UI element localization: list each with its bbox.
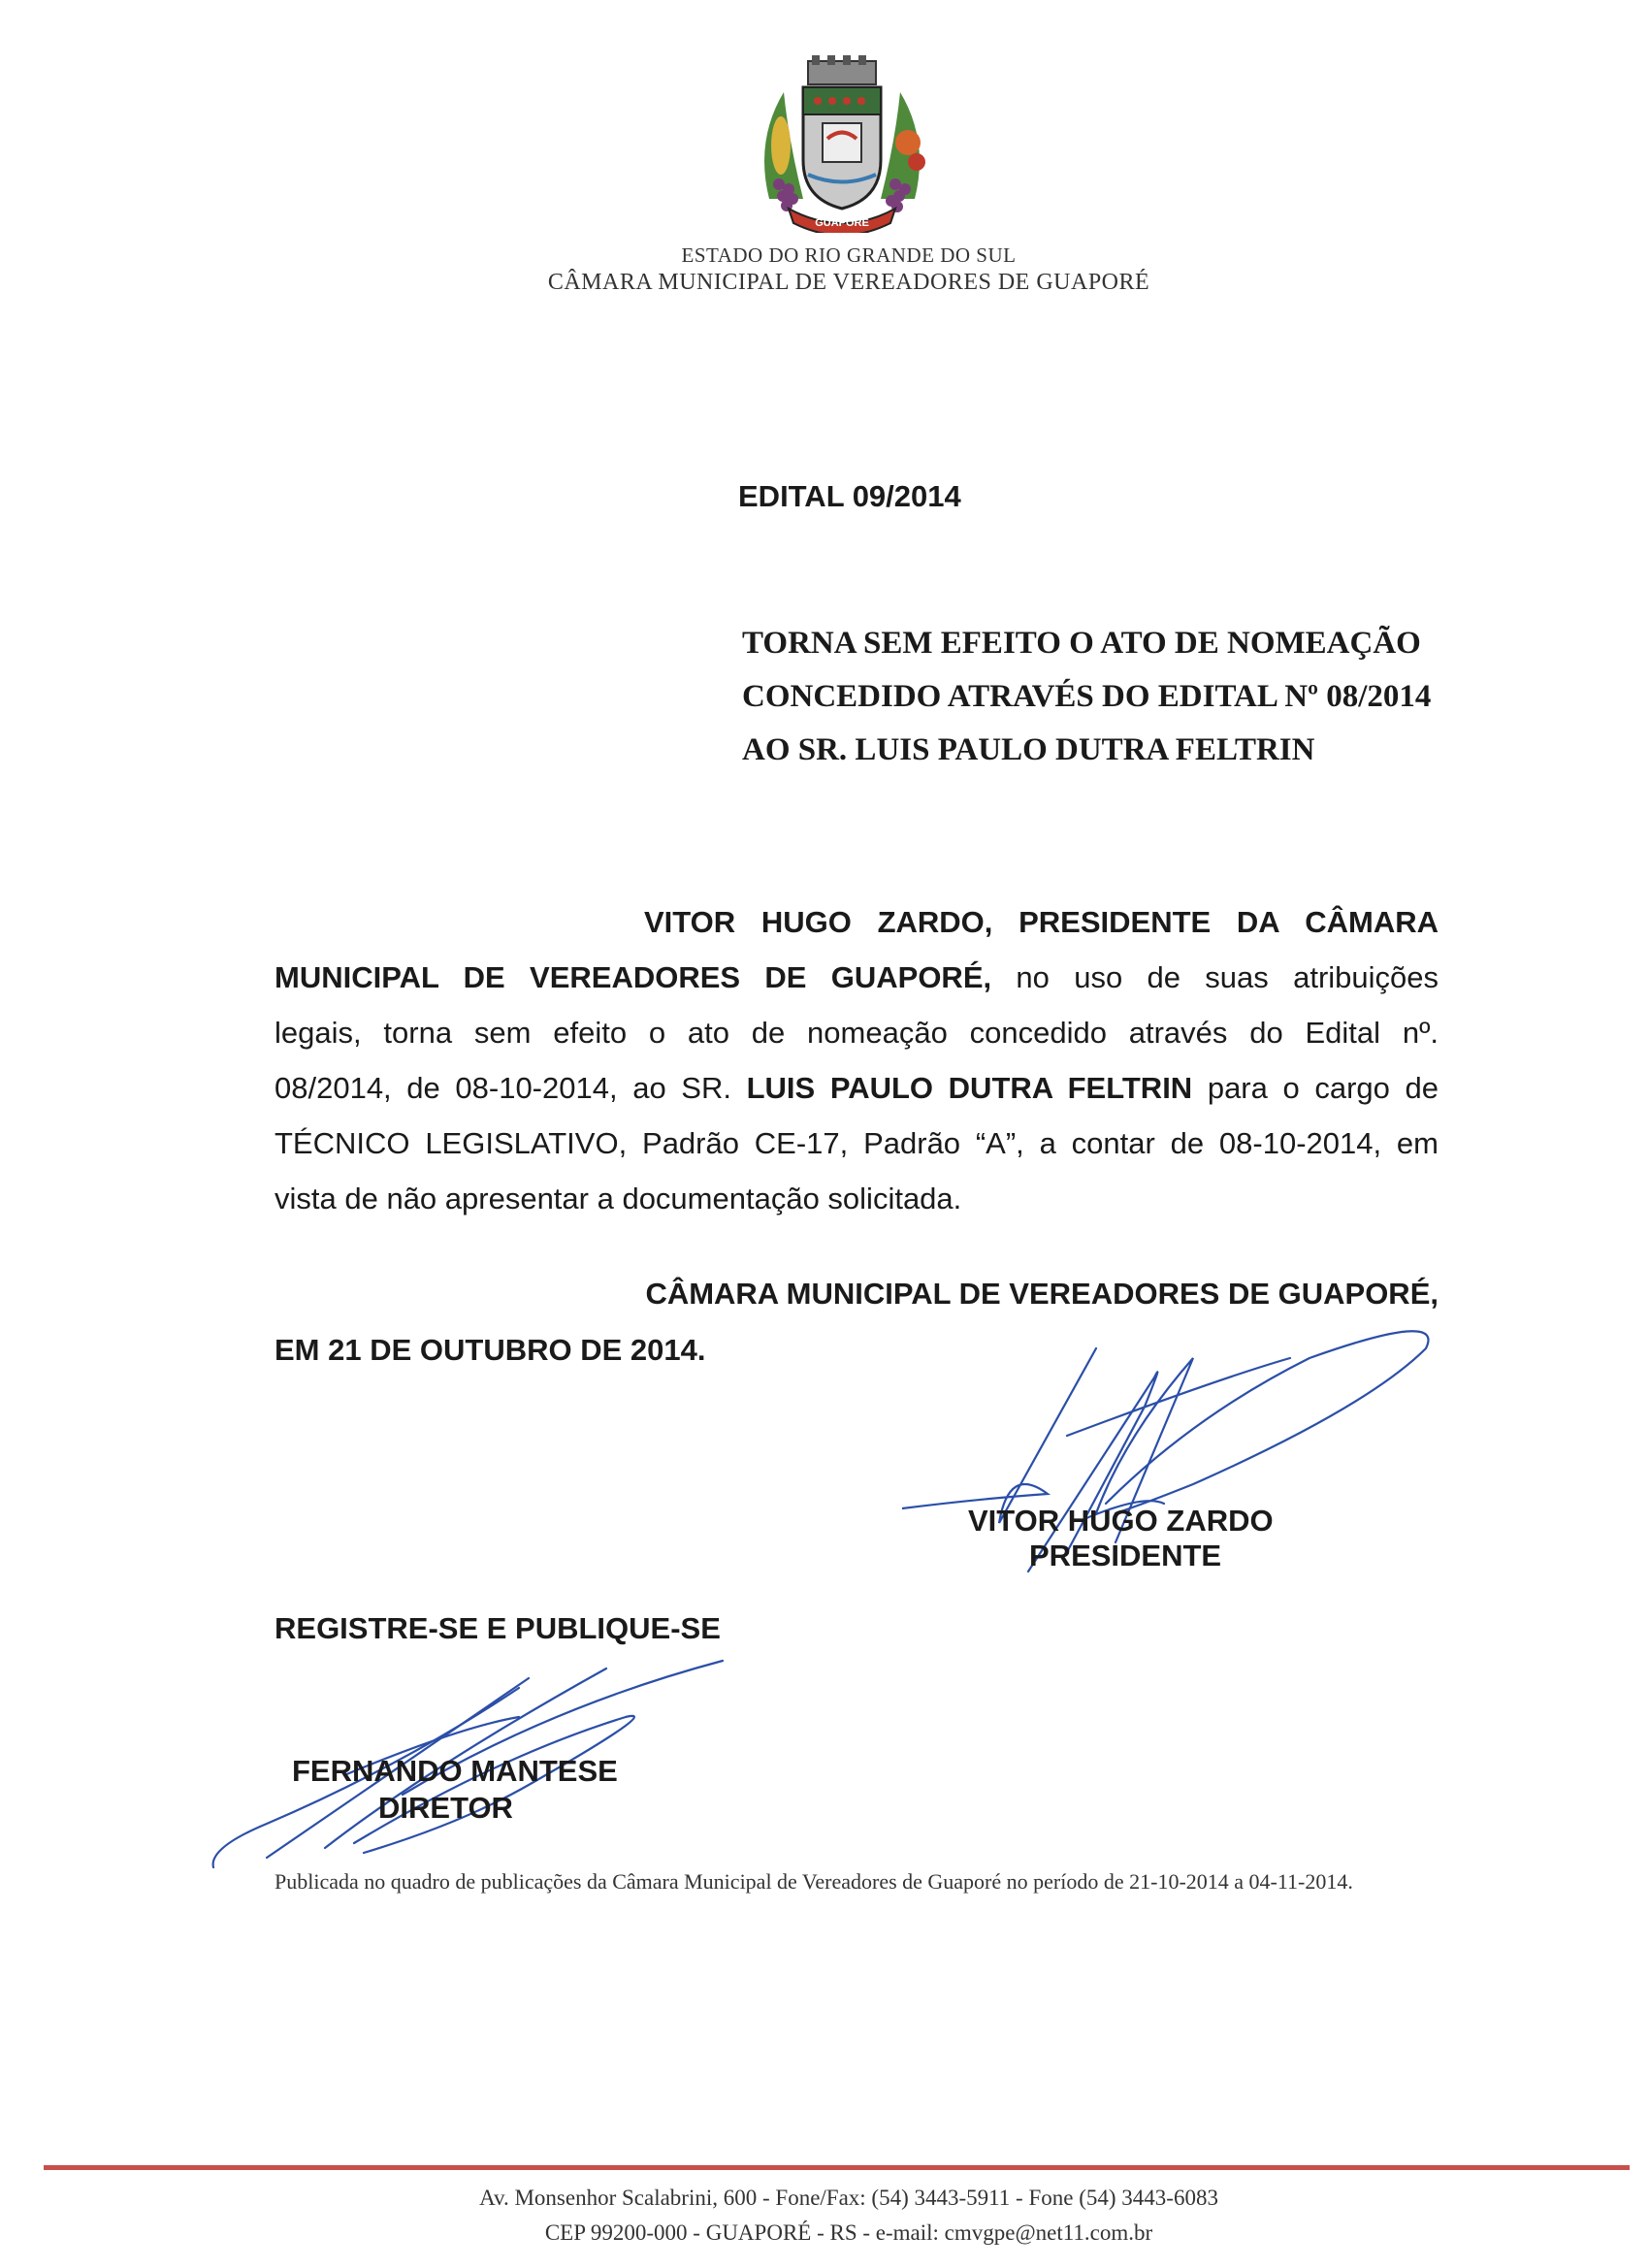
document-body	[275, 894, 1439, 1226]
document-title: EDITAL 09/2014	[738, 479, 961, 513]
body-text: 08/2014, de 08-10-2014, ao SR.	[275, 1071, 747, 1105]
place-date-line: EM 21 DE OUTUBRO DE 2014.	[275, 1333, 706, 1367]
director-role: DIRETOR	[378, 1791, 513, 1825]
body-bold-intro: VITOR HUGO ZARDO, PRESIDENTE DA CÂMARA	[644, 905, 1439, 939]
place-date-line: CÂMARA MUNICIPAL DE VEREADORES DE GUAPORÉ,	[645, 1277, 1439, 1311]
header-state: ESTADO DO RIO GRANDE DO SUL	[681, 243, 1017, 267]
body-text: no uso de suas atribuições	[991, 960, 1439, 994]
summary-line: TORNA SEM EFEITO O ATO DE NOMEAÇÃO	[742, 626, 1421, 661]
body-line: TÉCNICO LEGISLATIVO, Padrão CE-17, Padrão “A”, a contar de 08-10-2014, em	[275, 1126, 1439, 1160]
footer-address: Av. Monsenhor Scalabrini, 600 - Fone/Fax: (54) 3443-5911 - Fone (54) 3443-6083	[479, 2186, 1218, 2210]
summary-line: AO SR. LUIS PAULO DUTRA FELTRIN	[742, 732, 1315, 767]
summary-line: CONCEDIDO ATRAVÉS DO EDITAL Nº 08/2014	[742, 679, 1432, 714]
document-summary	[742, 617, 1450, 777]
body-text: para o cargo de	[1192, 1071, 1439, 1105]
municipal-crest-logo	[750, 53, 934, 233]
body-line: vista de não apresentar a documentação solicitada.	[275, 1182, 962, 1215]
header-chamber: CÂMARA MUNICIPAL DE VEREADORES DE GUAPORÉ	[547, 270, 1150, 295]
director-name: FERNANDO MANTESE	[292, 1754, 618, 1788]
body-line: legais, torna sem efeito o ato de nomeação concedido através do Edital nº.	[275, 1016, 1439, 1050]
crest-ribbon-text: GUAPORÉ	[815, 217, 869, 229]
body-line	[275, 894, 1439, 950]
body-bold-name: LUIS PAULO DUTRA FELTRIN	[746, 1071, 1193, 1105]
footer-contact: CEP 99200-000 - GUAPORÉ - RS - e-mail: cmvgpe@net11.com.br	[544, 2220, 1153, 2245]
body-line	[275, 1060, 1439, 1116]
body-line	[275, 950, 1439, 1005]
body-bold-intro: MUNICIPAL DE VEREADORES DE GUAPORÉ,	[275, 960, 992, 994]
register-publish-line: REGISTRE-SE E PUBLIQUE-SE	[275, 1611, 721, 1645]
footer-divider	[44, 2165, 1630, 2170]
president-name: VITOR HUGO ZARDO	[968, 1504, 1274, 1538]
president-role: PRESIDENTE	[1029, 1539, 1222, 1572]
publication-note: Publicada no quadro de publicações da Câmara Municipal de Vereadores de Guaporé no período de 21-10-2014 a 04-11-2014.	[275, 1869, 1353, 1894]
